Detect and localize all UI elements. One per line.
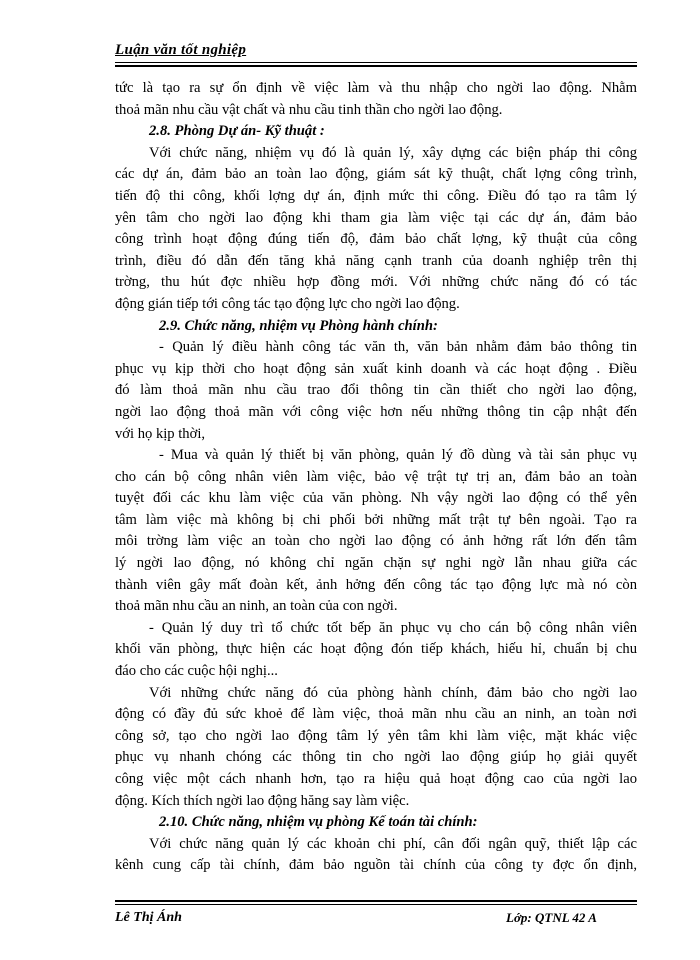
text-line: môi trờng làm việc an toàn cho ngời lao động có ảnh hởng rất lớn đến tâm: [115, 533, 637, 550]
text-line: với họ kịp thời,: [115, 425, 206, 442]
text-line: đó làm thoả mãn nhu cầu trao đổi thông tin cần thiết cho ngời lao động,: [115, 382, 637, 399]
text-line: tuyệt đối các khu làm việc của văn phòng. Nh vậy ngời lao động có thể yên: [115, 490, 637, 507]
text-line: các dự án, đảm bảo an toàn lao động, giám sát kỹ thuật, chất lợng công trình,: [115, 166, 637, 183]
text-line: thoả mãn nhu cầu an ninh, an toàn của con ngời.: [115, 598, 398, 615]
text-line: - Mua và quản lý thiết bị văn phòng, quản lý đồ dùng và tài sản phục vụ: [159, 447, 637, 464]
text-line: tức là tạo ra sự ổn định về việc làm và thu nhập cho ngời lao động. Nhằm: [115, 80, 637, 96]
text-line: Với những chức năng đó của phòng hành chính, đảm bảo cho ngời lao: [149, 684, 637, 701]
text-line: yên tâm cho ngời lao động khi tham gia làm việc tại các dự án, đảm bảo: [115, 209, 637, 226]
text-line: trình, điều đó dẫn đến tăng khả năng cạnh tranh của doanh nghiệp trên thị: [115, 252, 637, 269]
text-line: công trình hoạt động đúng tiến độ, đảm bảo chất lợng, kỹ thuật của công: [115, 231, 637, 248]
text-line: cho cán bộ công nhân viên làm việc, bảo vệ trật tự trị an, đảm bảo an toàn: [115, 468, 637, 485]
text-line: động gián tiếp tới công tác tạo động lực cho ngời lao động.: [115, 295, 460, 312]
text-line: - Quản lý điều hành công tác văn th, văn bản nhằm đảm bảo thông tin: [159, 339, 637, 356]
text-line: công sở, tạo cho ngời lao động tâm lý yên tâm khi làm việc, mặt khác việc: [115, 727, 637, 744]
text-line: Với chức năng, nhiệm vụ đó là quản lý, xây dựng các biện pháp thi công: [149, 144, 637, 161]
text-line: công việc một cách nhanh hơn, tạo ra hiệu quả hoạt động cao của ngời lao: [115, 771, 637, 787]
text-line: trờng, thu hút đợc nhiều hợp đồng mới. Với những chức năng đó có tác: [115, 274, 637, 291]
text-line: - Quản lý duy trì tổ chức tốt bếp ăn phục vụ cho cán bộ công nhân viên: [149, 619, 637, 636]
text-line: tâm làm việc mà không bị chi phối bởi những mất trật tự bên ngoài. Tạo ra: [115, 511, 637, 528]
footer-class-label: Lớp: QTNL 42 A: [506, 910, 597, 925]
footer-rule-thick: [115, 900, 637, 902]
section-heading: 2.9. Chức năng, nhiệm vụ Phòng hành chính:: [159, 317, 438, 334]
text-line: tiến độ thi công, khối lợng dự án, định mức thi công. Điều đó tạo ra tâm lý: [115, 187, 637, 204]
text-line: thành viên gây mất đoàn kết, ảnh hởng đến công tác tạo động lực mà nó còn: [115, 576, 637, 593]
section-heading: 2.10. Chức năng, nhiệm vụ phòng Kế toán tài chính:: [159, 814, 478, 831]
text-line: phục vụ nhanh chóng các thông tin cho ngời lao động giúp họ giải quyết: [115, 749, 637, 766]
header-rule-thick: [115, 65, 637, 67]
document-body: [115, 78, 637, 877]
page-header: [115, 38, 635, 62]
header-title: Luận văn tốt nghiệp: [115, 42, 247, 58]
text-line: kênh cung cấp tài chính, đảm bảo nguồn tài chính của công ty đợc ổn định,: [115, 857, 637, 874]
text-line: thoả mãn nhu cầu vật chất và nhu cầu tinh thần cho ngời lao động.: [115, 101, 503, 118]
header-rule-thin: [115, 62, 637, 63]
text-line: đáo cho các cuộc hội nghị...: [115, 663, 278, 680]
text-line: động có đầy đủ sức khoẻ để làm việc, thoả mãn nhu cầu an ninh, an toàn nơi: [115, 706, 637, 723]
text-line: động. Kích thích ngời lao động hăng say làm việc.: [115, 792, 410, 809]
footer-author: Lê Thị Ánh: [115, 910, 182, 925]
text-line: lý ngời lao động, nó không chỉ ngăn chặn sự nghi ngờ lẫn nhau giữa các: [115, 555, 637, 572]
text-line: Với chức năng quản lý các khoản chi phí, cân đối ngân quỹ, thiết lập các: [149, 835, 637, 852]
section-heading: 2.8. Phòng Dự án- Kỹ thuật :: [149, 123, 325, 140]
footer-rule-thin: [115, 904, 637, 905]
text-line: phục vụ kịp thời cho hoạt động sản xuất kinh doanh và các hoạt động . Điều: [115, 360, 637, 377]
text-line: khối văn phòng, thực hiện các hoạt động đón tiếp khách, hiếu hỉ, chuẩn bị chu: [115, 641, 637, 658]
text-line: ngời lao động thoả mãn với công việc hơn nếu những thông tin cập nhật đến: [115, 403, 637, 420]
